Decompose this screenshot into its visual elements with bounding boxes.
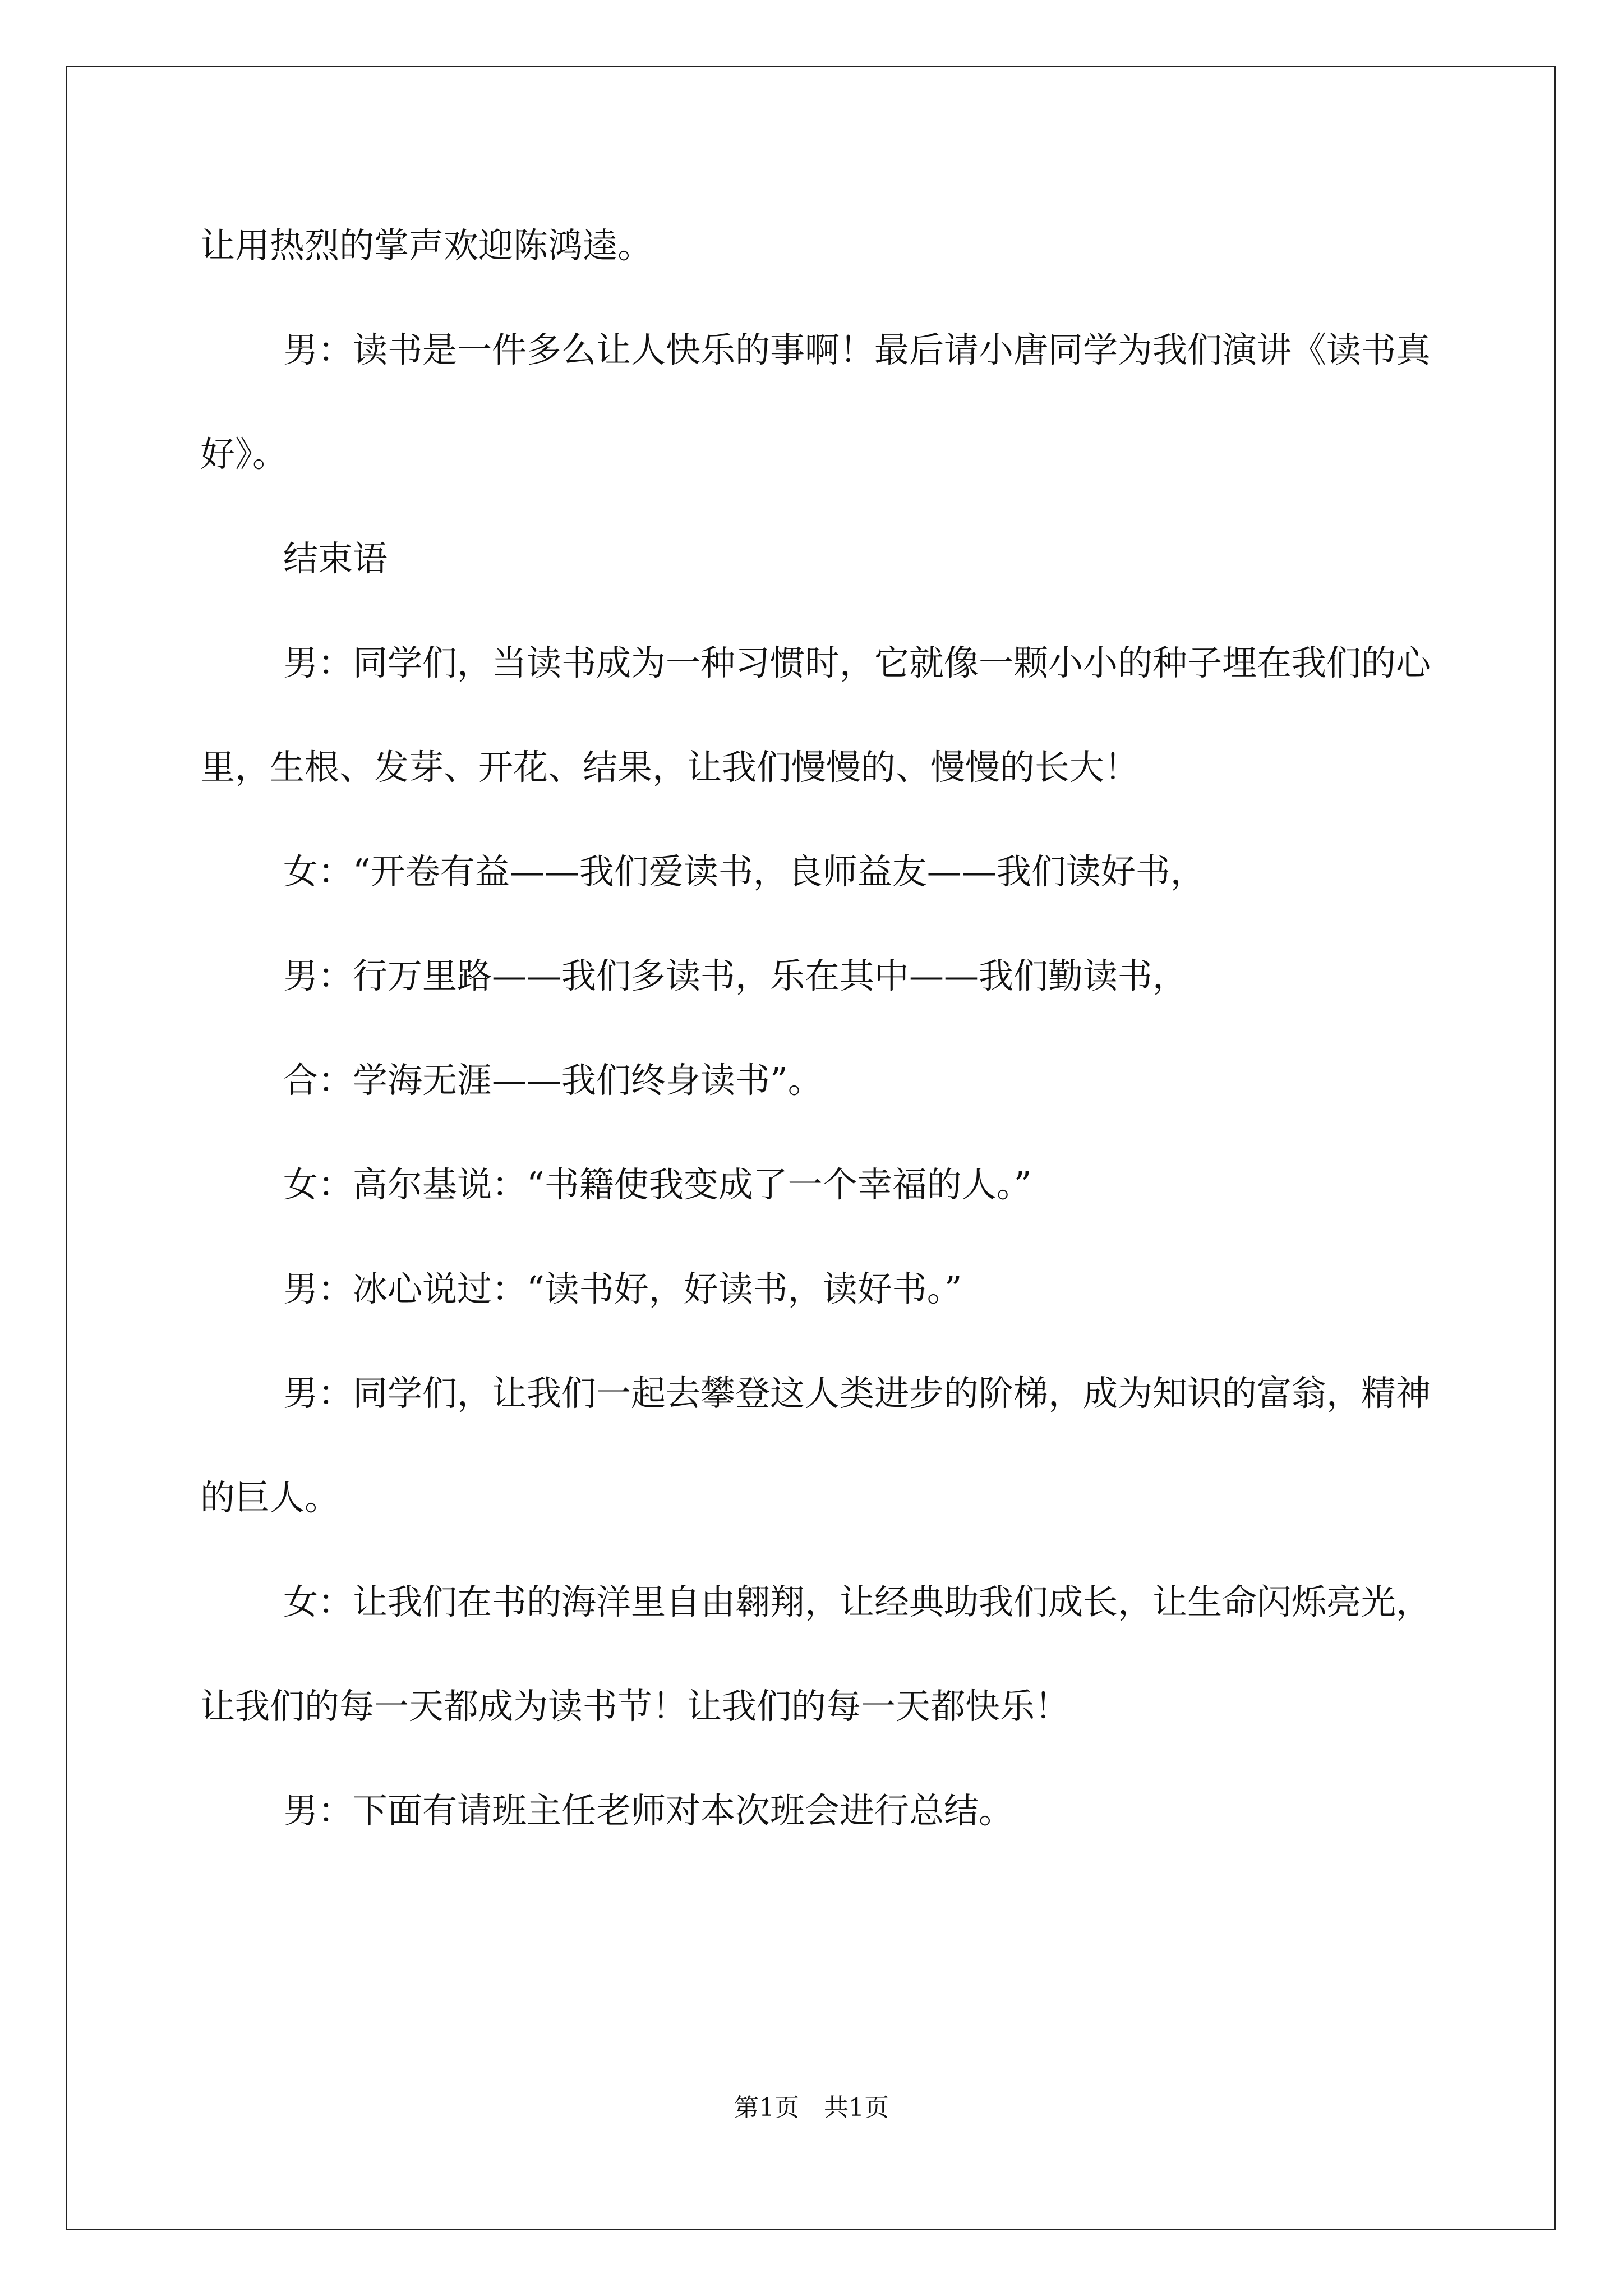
paragraph-2: 男：读书是一件多么让人快乐的事啊！最后请小唐同学为我们演讲《读书真好》。 <box>200 329 1431 475</box>
paragraph-11: 女：让我们在书的海洋里自由翱翔，让经典助我们成长，让生命闪烁亮光，让我们的每一天都成为读书节！让我们的每一天都快乐！ <box>200 1581 1431 1727</box>
paragraph-6: 男：行万里路——我们多读书，乐在其中——我们勤读书， <box>283 955 1188 996</box>
paragraph-4: 男：同学们，当读书成为一种习惯时，它就像一颗小小的种子埋在我们的心里，生根、发芽、开花、结果，让我们慢慢的、慢慢的长大！ <box>200 642 1431 788</box>
paragraph-9: 男：冰心说过：“读书好，好读书，读好书。” <box>283 1268 962 1309</box>
document-body <box>200 194 1434 1863</box>
paragraph-7: 合：学海无涯——我们终身读书”。 <box>283 1060 823 1101</box>
paragraph-12: 男：下面有请班主任老师对本次班会进行总结。 <box>283 1790 1014 1831</box>
page-footer: 第1页 共1页 <box>734 2093 889 2122</box>
section-heading-closing: 结束语 <box>283 538 388 579</box>
paragraph-8: 女：高尔基说：“书籍使我变成了一个幸福的人。” <box>283 1164 1032 1205</box>
paragraph-1: 让用热烈的掌声欢迎陈鸿逵。 <box>200 225 653 266</box>
paragraph-5: 女：“开卷有益——我们爱读书，良师益友——我们读好书， <box>283 851 1205 892</box>
paragraph-10: 男：同学们，让我们一起去攀登这人类进步的阶梯，成为知识的富翁，精神的巨人。 <box>200 1373 1431 1518</box>
